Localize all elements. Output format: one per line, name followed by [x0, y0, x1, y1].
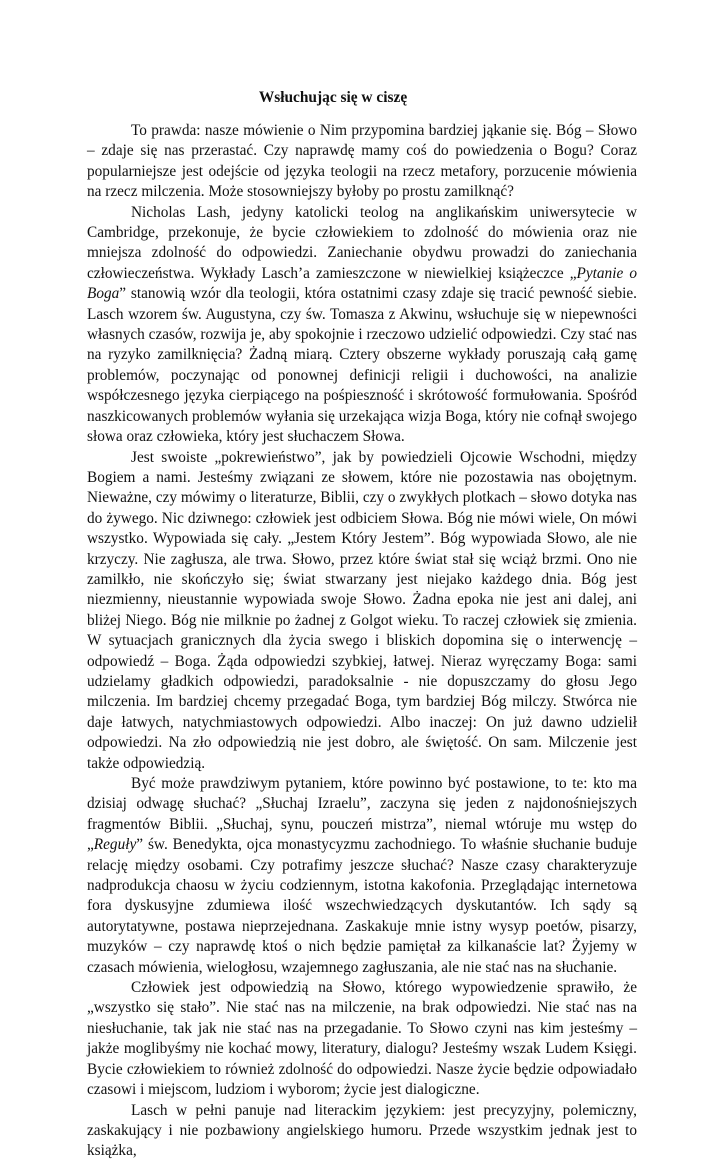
paragraph-5: Człowiek jest odpowiedzią na Słowo, którego wypowiedzenie sprawiło, że „wszystko się stało”. Nie stać nas na milczenie, na brak odpowiedzi. Nie stać nas na niesłuchanie, tak jak nie stać nas na przegadanie. To Słowo czyni nas kim jesteśmy – jakże moglibyśmy nie kochać mowy, literatury, dialogu? Jesteśmy wszak Ludem Księgi. Bycie człowiekiem to również zdolność do odpowiedzi. Nasze życie będzie odpowiadało czasowi i miejscom, ludziom i wyborom; życie jest dialogiczne. — [87, 979, 637, 1099]
paragraph-2-text-a: Nicholas Lash, jedyny katolicki teolog na anglikańskim uniwersytecie w Cambridge, przekonuje, że bycie człowiekiem to zdolność do mówienia oraz nie mniejsza zdolność do odpowiedzi. Zaniechanie obydwu prowadzi do zaniechania człowieczeństwa. Wykłady Lasch’a zamieszczone w niewielkiej książeczce „ — [87, 203, 637, 282]
paragraph-6: Lasch w pełni panuje nad literackim językiem: jest precyzyjny, polemiczny, zaskakujący i nie pozbawiony angielskiego humoru. Przede wszystkim jednak jest to książka, — [87, 1101, 637, 1160]
paragraph-2-text-b: ” stanowią wzór dla teologii, która ostatnimi czasy zdaje się tracić pewność siebie. Lasch wzorem św. Augustyna, czy św. Tomasza z Akwinu, wsłuchuje się w niepewności własnych czasów, rozwija je, aby spokojnie i rzeczowo udzielić odpowiedzi. Czy stać nas na ryzyko zamilknięcia? Żadną miarą. Cztery obszerne wykłady poruszają całą gamę problemów, poczynając od ponownej definicji religii i duchowości, na analizie współczesnego języka cierpiącego na pośpieszność i skrótowość formułowania. Spośród naszkicowanych problemów wyłania się urzekająca wizja Boga, który nie cofnął swojego słowa oraz człowieka, który jest słuchaczem Słowa. — [87, 285, 637, 446]
article-body — [87, 121, 637, 1162]
book-title-pytanie-o-boga: Pytanie o Boga — [87, 264, 637, 303]
page-title: Wsłuchując się w ciszę — [258, 89, 408, 106]
book-title-reguly: Reguły — [93, 836, 137, 854]
paragraph-2 — [87, 203, 637, 448]
paragraph-4 — [87, 774, 637, 978]
paragraph-1: To prawda: nasze mówienie o Nim przypomina bardziej jąkanie się. Bóg – Słowo – zdaje się nas przerastać. Czy naprawdę mamy coś do powiedzenia o Bogu? Coraz popularniejsze jest odejście od języka teologii na rzecz metafory, porzucenie mówienia na rzecz milczenia. Może stosowniejszy byłoby po prostu zamilknąć? — [87, 122, 637, 201]
paragraph-3: Jest swoiste „pokrewieństwo”, jak by powiedzieli Ojcowie Wschodni, między Bogiem a nami. Jesteśmy związani ze słowem, które nie pozostawia nas obojętnym. Nieważne, czy mówimy o literaturze, Biblii, czy o zwykłych plotkach – słowo dotyka nas do żywego. Nic dziwnego: człowiek jest odbiciem Słowa. Bóg nie mówi wiele, On mówi wszystko. Wypowiada się cały. „Jestem Który Jestem”. Bóg wypowiada Słowo, ale nie krzyczy. Nie zagłusza, ale trwa. Słowo, przez które świat stał się wciąż brzmi. Ono nie zamilkło, nie skończyło się; świat stwarzany jest niejako każdego dnia. Bóg jest niezmienny, nieustannie wypowiada swoje Słowo. Żadna epoka nie jest ani dalej, ani bliżej Niego. Bóg nie milknie po żadnej z Golgot wieku. To raczej człowiek się zmienia. W sytuacjach granicznych dla życia swego i bliskich dopomina się o interwencję – odpowiedź – Boga. Żąda odpowiedzi szybkiej, łatwej. Nieraz wyręczamy Boga: sami udzielamy gładkich odpowiedzi, paradoksalnie - nie dopuszczamy do głosu Jego milczenia. Im bardziej chcemy przegadać Boga, tym bardziej Bóg milczy. Stwórca nie daje łatwych, natychmiastowych odpowiedzi. Albo inaczej: On już dawno udzielił odpowiedzi. Na zło odpowiedzią nie jest dobro, ale świętość. On sam. Milczenie jest także odpowiedzią. — [87, 448, 637, 772]
paragraph-4-text-b: ” św. Benedykta, ojca monastycyzmu zachodniego. To właśnie słuchanie buduje relację między osobami. Czy potrafimy jeszcze słuchać? Nasze czasy charakteryzuje nadprodukcja chaosu w życiu codziennym, istotna kakofonia. Przeglądając internetowa fora dyskusyjne zdumiewa ilość wszechwiedzących dyskutantów. Ich sądy są autorytatywne, postawa nieprzejednana. Zaskakuje mnie istny wysyp poetów, pisarzy, muzyków – czy naprawdę ktoś o nich będzie pamiętał za kilkanaście lat? Żyjemy w czasach mówienia, wielogłosu, wzajemnego zagłuszania, ale nie stać nas na słuchanie. — [87, 836, 637, 976]
paragraph-4-text-a: Być może prawdziwym pytaniem, które powinno być postawione, to te: kto ma dzisiaj odwagę słuchać? „Słuchaj Izraelu”, zaczyna się jeden z najdonośniejszych fragmentów Biblii. „Słuchaj, synu, pouczeń mistrza”, niemal wtóruje mu wstęp do „ — [87, 775, 637, 854]
